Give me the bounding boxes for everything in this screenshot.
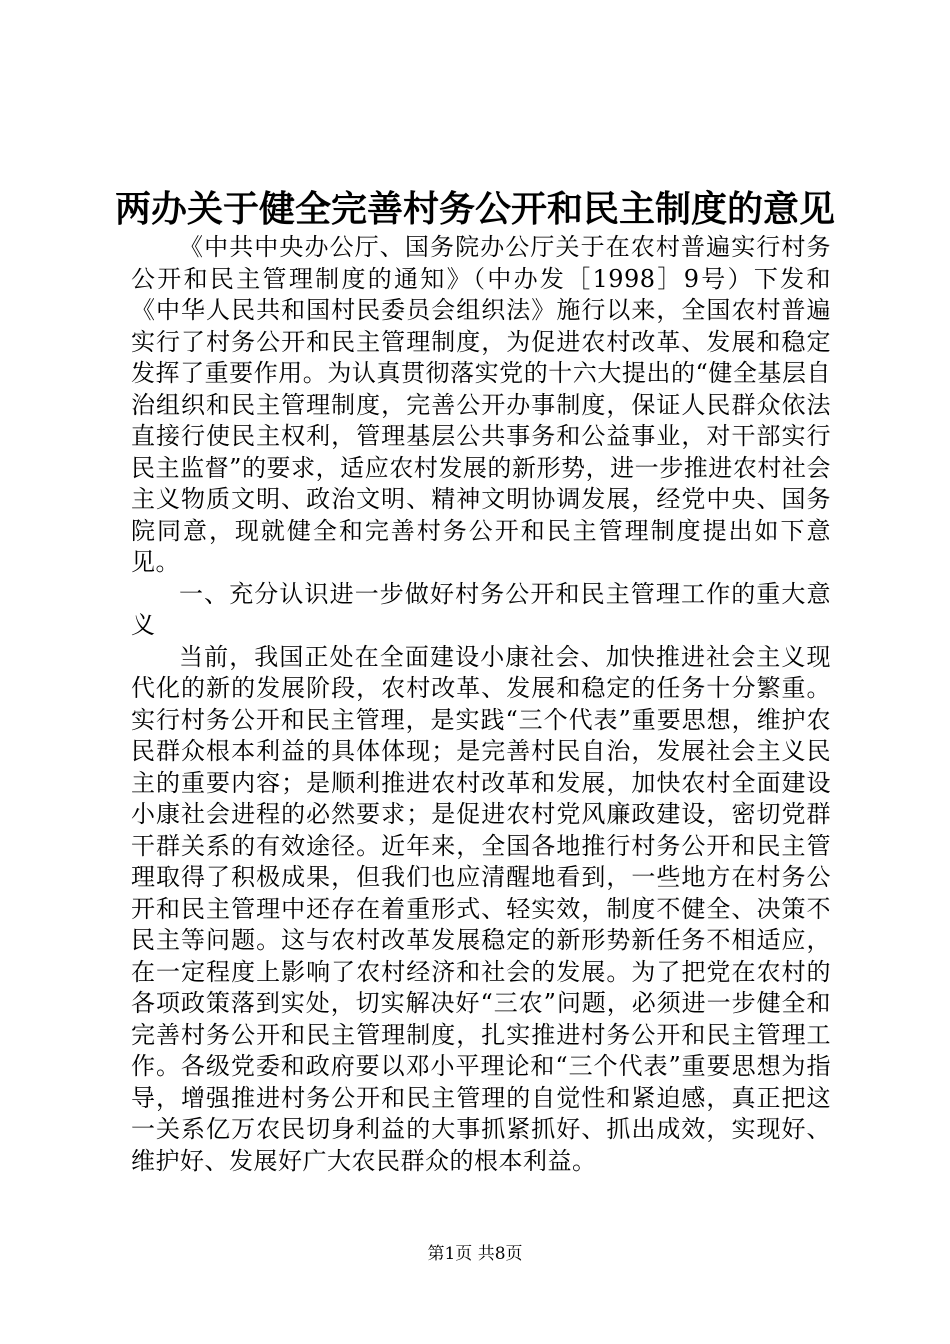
paragraph-intro: 《中共中央办公厅、国务院办公厅关于在农村普遍实行村务公开和民主管理制度的通知》（中办发［1998］9号）下发和《中华人民共和国村民委员会组织法》施行以来，全国农村普遍实行了村务公开和民主管理制度，为促进农村改革、发展和稳定发挥了重要作用。为认真贯彻落实党的十六大提出的“健全基层自治组织和民主管理制度，完善公开办事制度，保证人民群众依法直接行使民主权利，管理基层公共事务和公益事业，对干部实行民主监督”的要求，适应农村发展的新形势，进一步推进农村社会主义物质文明、政治文明、精神文明协调发展，经党中央、国务院同意，现就健全和完善村务公开和民主管理制度提出如下意见。 [131,233,831,576]
document-body [131,232,831,1177]
section-heading-1: 一、充分认识进一步做好村务公开和民主管理工作的重大意义 [131,579,831,639]
page-number-footer: 第1页 共8页 [427,1244,523,1264]
document-title: 两办关于健全完善村务公开和民主制度的意见 [114,188,835,230]
paragraph-section-1: 当前，我国正处在全面建设小康社会、加快推进社会主义现代化的新的发展阶段，农村改革、发展和稳定的任务十分繁重。实行村务公开和民主管理，是实践“三个代表”重要思想，维护农民群众根本利益的具体体现；是完善村民自治，发展社会主义民主的重要内容；是顺利推进农村改革和发展，加快农村全面建设小康社会进程的必然要求；是促进农村党风廉政建设，密切党群干群关系的有效途径。近年来，全国各地推行村务公开和民主管理取得了积极成果，但我们也应清醒地看到，一些地方在村务公开和民主管理中还存在着重形式、轻实效，制度不健全、决策不民主等问题。这与农村改革发展稳定的新形势新任务不相适应，在一定程度上影响了农村经济和社会的发展。为了把党在农村的各项政策落到实处，切实解决好“三农”问题，必须进一步健全和完善村务公开和民主管理制度，扎实推进村务公开和民主管理工作。各级党委和政府要以邓小平理论和“三个代表”重要思想为指导，增强推进村务公开和民主管理的自觉性和紧迫感，真正把这一关系亿万农民切身利益的大事抓紧抓好、抓出成效，实现好、维护好、发展好广大农民群众的根本利益。 [131,642,831,1175]
